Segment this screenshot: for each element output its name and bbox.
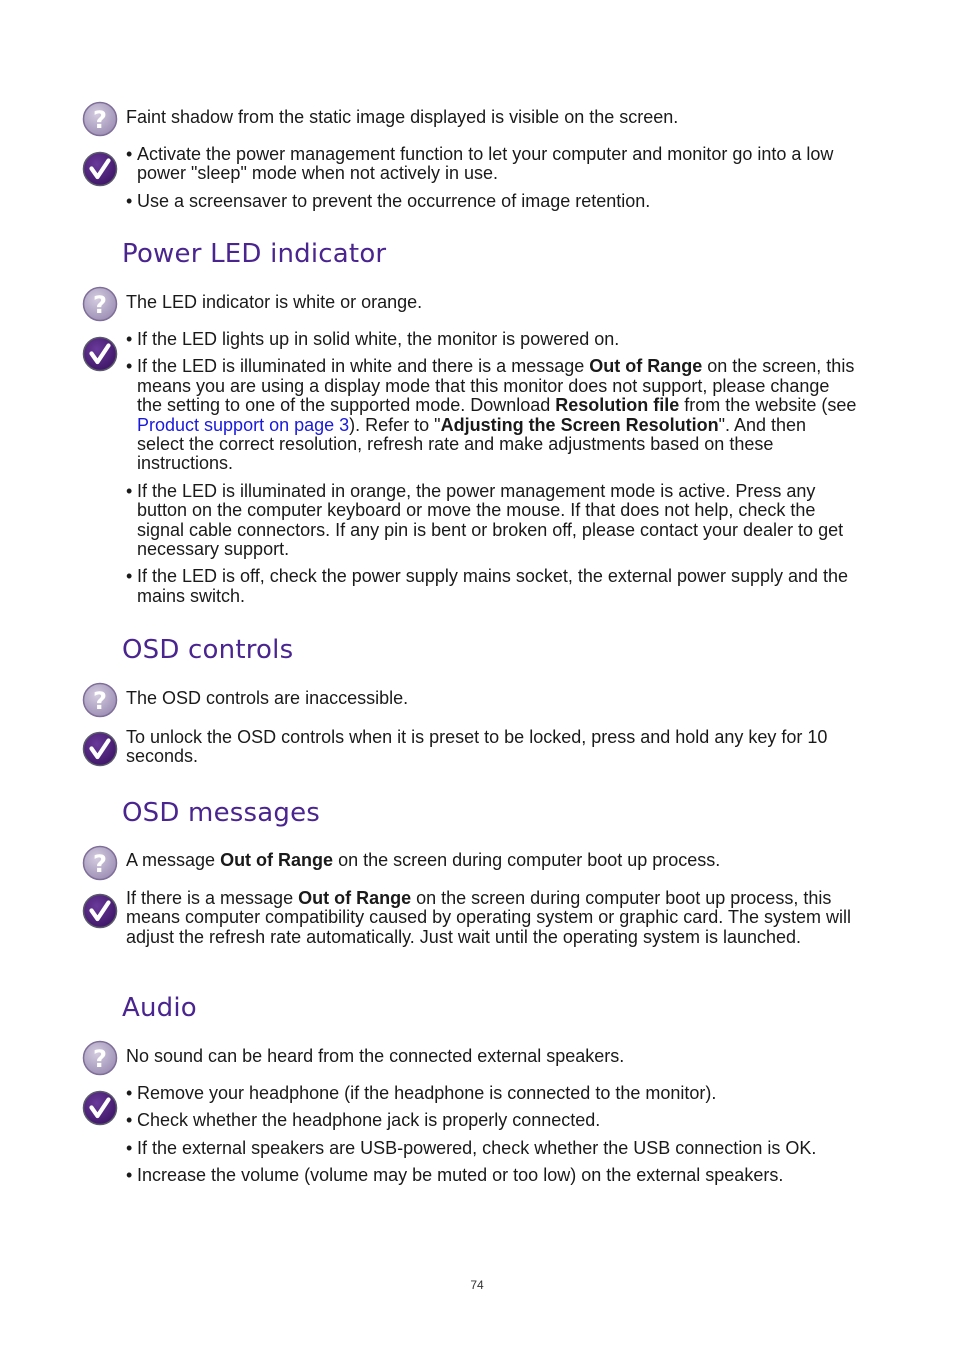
product-support-link[interactable]: Product support on page 3 <box>137 414 350 435</box>
out-of-range-text: Out of Range <box>220 850 334 870</box>
solution-item: • Activate the power management function to let your computer and monitor go into a low power "sleep" mode when not actively in use. <box>126 145 858 184</box>
checkmark-icon <box>82 1090 118 1126</box>
solution-item: • Increase the volume (volume may be muted or too low) on the external speakers. <box>126 1166 858 1185</box>
solution-list <box>126 1084 858 1194</box>
solution-item: • If the LED lights up in solid white, the monitor is powered on. <box>126 330 858 349</box>
question-mark-icon <box>82 845 118 881</box>
problem-text: No sound can be heard from the connected external speakers. <box>126 1046 625 1066</box>
solution-list <box>126 145 858 219</box>
section-heading: OSD controls <box>122 635 294 665</box>
page-number: 74 <box>470 1278 484 1292</box>
solution-list <box>126 330 858 614</box>
out-of-range-text: Out of Range <box>589 356 703 377</box>
solution-text: To unlock the OSD controls when it is preset to be locked, press and hold any key for 10 seconds. <box>126 727 828 767</box>
resolution-file-text: Resolution file <box>555 395 680 416</box>
problem-text: The OSD controls are inaccessible. <box>126 688 409 708</box>
question-mark-icon <box>82 286 118 322</box>
section-heading: Power LED indicator <box>122 239 387 269</box>
problem-text: The LED indicator is white or orange. <box>126 292 423 312</box>
solution-item: • Remove your headphone (if the headphone is connected to the monitor). <box>126 1084 858 1103</box>
checkmark-icon <box>82 893 118 929</box>
solution-item: • If the LED is illuminated in white and there is a message Out of Range on the screen, this means you are using a display mode that this monitor does not support, please change the setting to one of the supported mode. Download Resolution file from the website (see Product support on page 3). Refer to "Adjusting the Screen Resolution". And then select the correct resolution, refresh rate and make adjustments based on these instructions. <box>126 357 858 473</box>
solution-item: • Use a screensaver to prevent the occurrence of image retention. <box>126 192 858 211</box>
question-mark-icon <box>82 1040 118 1076</box>
solution-text: If there is a message Out of Range on the screen during computer boot up process, this means computer compatibility caused by operating system or graphic card. The system will adjust the refresh rate automatically. Just wait until the operating system is launched. <box>126 888 851 947</box>
checkmark-icon <box>82 336 118 372</box>
solution-item: • If the LED is illuminated in orange, the power management mode is active. Press any button on the computer keyboard or move the mouse. If that does not help, check the signal cable connectors. If any pin is bent or broken off, please contact your dealer to get necessary support. <box>126 482 858 560</box>
solution-item: • Check whether the headphone jack is properly connected. <box>126 1111 858 1130</box>
checkmark-icon <box>82 731 118 767</box>
section-heading: Audio <box>122 993 197 1023</box>
section-heading: OSD messages <box>122 798 321 828</box>
question-mark-icon <box>82 101 118 137</box>
problem-text: A message Out of Range on the screen during computer boot up process. <box>126 850 721 870</box>
question-mark-icon <box>82 682 118 718</box>
checkmark-icon <box>82 151 118 187</box>
out-of-range-text: Out of Range <box>298 888 412 908</box>
solution-item: • If the LED is off, check the power supply mains socket, the external power supply and the mains switch. <box>126 567 858 606</box>
solution-item: • If the external speakers are USB-powered, check whether the USB connection is OK. <box>126 1139 858 1158</box>
adjusting-resolution-text: Adjusting the Screen Resolution <box>440 414 719 435</box>
problem-text: Faint shadow from the static image displayed is visible on the screen. <box>126 107 679 127</box>
